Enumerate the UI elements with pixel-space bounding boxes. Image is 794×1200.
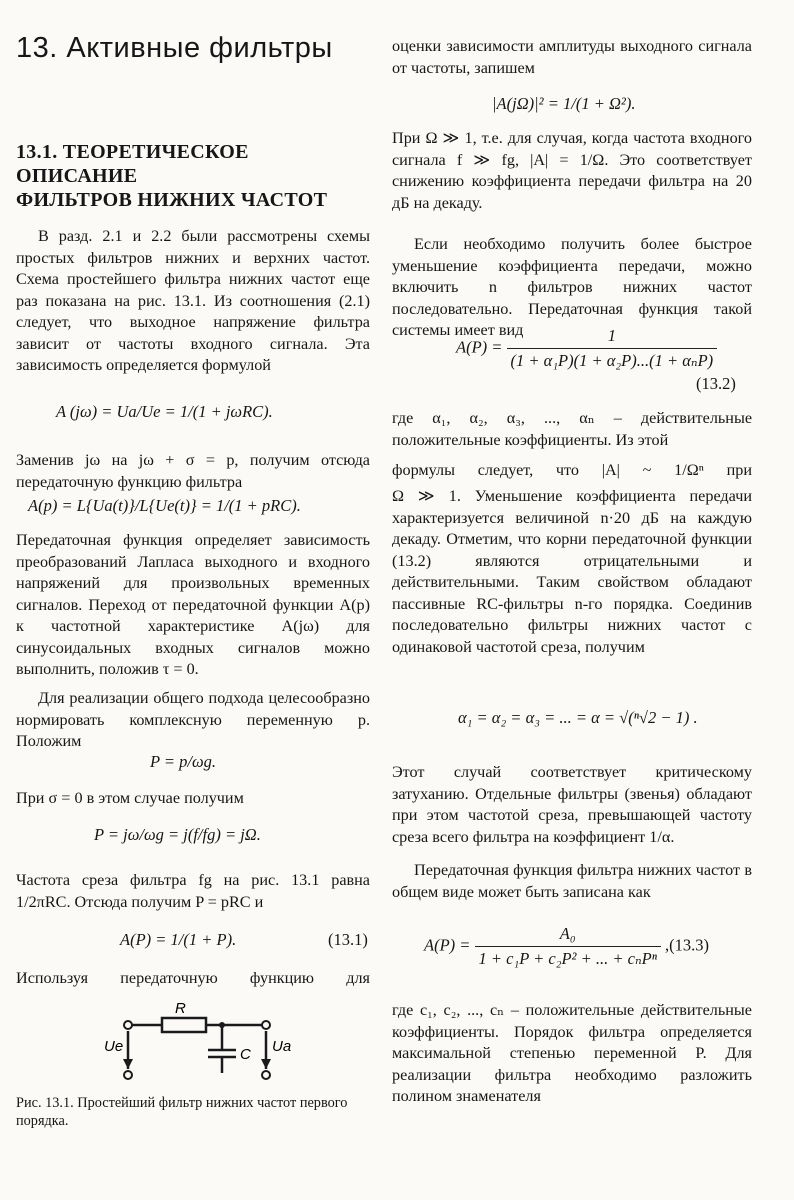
- equation: A(p) = L{Ua(t)}/L{Ue(t)} = 1/(1 + pRC).: [28, 496, 301, 515]
- paragraph: Передаточная функция фильтра нижних частот в общем виде может быть записана как: [392, 861, 752, 901]
- output-terminal: [262, 1021, 270, 1029]
- arrow-head: [261, 1059, 271, 1069]
- section-title: [16, 140, 370, 212]
- paragraph: Используя передаточную функцию для: [16, 969, 370, 987]
- output-voltage-label: Ua: [272, 1038, 292, 1055]
- rc-filter-circuit: [90, 995, 300, 1085]
- equation: A(P) = 1/(1 + P).: [120, 930, 237, 949]
- figure-caption: Рис. 13.1. Простейший фильтр нижних частот первого порядка.: [16, 1095, 348, 1129]
- numerator: 1: [507, 326, 718, 349]
- junction-dot: [219, 1022, 225, 1028]
- equation-number: ,(13.3): [665, 935, 710, 955]
- equation-lhs: A(P) =: [456, 337, 503, 357]
- denominator: (1 + α₁P)(1 + α₂P)...(1 + αₙP): [510, 351, 714, 370]
- paragraph: Частота среза фильтра fg на рис. 13.1 равна 1/2πRC. Отсюда получим P = pRC и: [16, 871, 370, 911]
- input-ground-terminal: [124, 1071, 132, 1079]
- fraction: [507, 326, 718, 371]
- chapter-title: 13. Активные фильтры: [16, 32, 333, 64]
- arrow-head: [123, 1059, 133, 1069]
- input-voltage-label: Ue: [104, 1038, 124, 1055]
- equation-13-3: [424, 924, 709, 969]
- capacitor-label: C: [240, 1046, 251, 1063]
- equation: α₁ = α₂ = α₃ = ... = α = √(ⁿ√2 − 1) .: [458, 708, 698, 727]
- paragraph: Заменив jω на jω + σ = p, получим отсюда передаточную функцию фильтра: [16, 451, 370, 491]
- equation-number: (13.2): [696, 374, 736, 393]
- equation-number: (13.1): [328, 930, 368, 949]
- denominator: 1 + c₁P + c₂P² + ... + cₙPⁿ: [478, 949, 657, 968]
- paragraph: где α₁, α₂, α₃, ..., αₙ – действительные положительные коэффициенты. Из этой: [392, 409, 752, 449]
- paragraph: где c₁, c₂, ..., cₙ – положительные действительные коэффициенты. Порядок фильтра определяется максимальной степенью переменной P. Для реализации фильтра необходимо разложить полином знаменателя: [392, 1001, 752, 1105]
- paragraph: При σ = 0 в этом случае получим: [16, 789, 244, 807]
- paragraph: Этот случай соответствует критическому затуханию. Отдельные фильтры (звенья) обладают при этом частотой среза, превышающей частоту среза всего фильтра на коэффициент 1/α.: [392, 763, 752, 846]
- equation: A (jω) = Ua/Ue = 1/(1 + jωRC).: [56, 402, 273, 421]
- output-ground-terminal: [262, 1071, 270, 1079]
- equation-lhs: A(P) =: [424, 935, 471, 955]
- paragraph: Если необходимо получить более быстрое уменьшение коэффициента передачи, можно включить n фильтров нижних частот последовательно. Передаточная функция такой системы имеет вид: [392, 235, 752, 339]
- fraction: [475, 924, 661, 969]
- resistor-label: R: [175, 1000, 186, 1017]
- paragraph: Передаточная функция определяет зависимость преобразований Лапласа выходного и входного напряжений для произвольных временных сигналов. Переход от передаточной функции A(p) к частотной характеристике A(jω) для синусоидальных входных сигналов можно выполнить, положив τ = 0.: [16, 531, 370, 678]
- section-title-line: ФИЛЬТРОВ НИЖНИХ ЧАСТОТ: [16, 189, 328, 211]
- equation: P = jω/ωg = j(f/fg) = jΩ.: [94, 825, 261, 844]
- paragraph: оценки зависимости амплитуды выходного сигнала от частоты, запишем: [392, 37, 752, 77]
- paragraph: В разд. 2.1 и 2.2 были рассмотрены схемы простых фильтров нижних и верхних частот. Схема простейшего фильтра нижних частот еще раз показана на рис. 13.1. Из соотношения (2.1) следует, что выходное напряжение фильтра зависит от частоты входного сигнала. Эта зависимость определяется формулой: [16, 227, 370, 374]
- section-title-line: 13.1. ТЕОРЕТИЧЕСКОЕ: [16, 141, 249, 163]
- paragraph: Для реализации общего подхода целесообразно нормировать комплексную переменную p. Положим: [16, 689, 370, 750]
- equation: P = p/ωg.: [150, 752, 217, 771]
- resistor-symbol: [162, 1018, 206, 1032]
- paragraph: формулы следует, что |A| ~ 1/Ωⁿ при: [392, 461, 752, 479]
- equation: |A(jΩ)|² = 1/(1 + Ω²).: [492, 94, 636, 113]
- paragraph: При Ω ≫ 1, т.е. для случая, когда частота входного сигнала f ≫ fg, |A| = 1/Ω. Это соответствует снижению коэффициента передачи фильтра на 20 дБ на декаду.: [392, 129, 752, 212]
- paragraph: Ω ≫ 1. Уменьшение коэффициента передачи характеризуется величиной n·20 дБ на каждую декаду. Отметим, что корни передаточной функции (13.2) являются отрицательными и действительными. Таким свойством обладают пассивные RC-фильтры n-го порядка. Соединив последовательно фильтры нижних частот с одинаковой частотой среза, получим: [392, 487, 752, 656]
- equation-13-2: [456, 326, 717, 371]
- section-title-line: ОПИСАНИЕ: [16, 165, 138, 187]
- numerator: A₀: [475, 924, 661, 947]
- input-terminal: [124, 1021, 132, 1029]
